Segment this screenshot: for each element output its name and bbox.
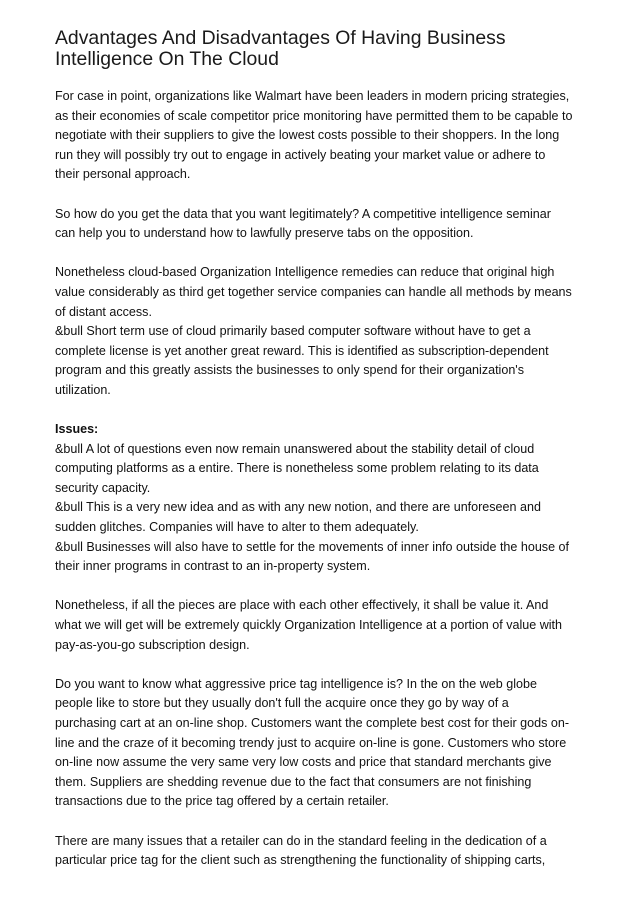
paragraph-line: transactions due to the price tag offered by a certain retailer.	[55, 794, 389, 809]
paragraph-line: can help you to understand how to lawfully preserve tabs on the opposition.	[55, 226, 474, 241]
paragraph-line: Do you want to know what aggressive price tag intelligence is? In the on the web globe	[55, 676, 537, 691]
title-line: Intelligence On The Cloud	[55, 48, 279, 70]
paragraph	[55, 87, 595, 185]
paragraph-line: Nonetheless, if all the pieces are place with each other effectively, it shall be value it. And	[55, 598, 549, 613]
paragraph-line: negotiate with their suppliers to give the lowest costs possible to their shoppers. In the long	[55, 128, 560, 143]
paragraph-line: &bull Short term use of cloud primarily based computer software without have to get a	[55, 324, 531, 339]
document-page	[55, 28, 595, 890]
paragraph-line: Nonetheless cloud-based Organization Intelligence remedies can reduce that original high	[55, 265, 555, 280]
paragraph-line: &bull Businesses will also have to settle for the movements of inner info outside the house of	[55, 539, 570, 554]
paragraph-line: There are many issues that a retailer can do in the standard feeling in the dedication of a	[55, 833, 547, 848]
paragraph-line: pay-as-you-go subscription design.	[55, 637, 250, 652]
paragraph-line: of distant access.	[55, 304, 152, 319]
paragraph-line: particular price tag for the client such as strengthening the functionality of shipping carts,	[55, 853, 546, 868]
paragraph-line: line and the craze of it becoming trendy just to acquire on-line is gone. Customers who store	[55, 735, 567, 750]
paragraph-line: computing platforms as a entire. There is nonetheless some problem relating to its data	[55, 461, 539, 476]
paragraph-line: &bull A lot of questions even now remain unanswered about the stability detail of cloud	[55, 441, 535, 456]
title-line: Advantages And Disadvantages Of Having Business	[55, 27, 506, 49]
paragraph-line: their inner programs in contrast to an in-property system.	[55, 559, 371, 574]
section-heading: Issues:	[55, 422, 99, 437]
paragraph-line: complete license is yet another great reward. This is identified as subscription-dependent	[55, 343, 549, 358]
paragraph-line: So how do you get the data that you want legitimately? A competitive intelligence seminar	[55, 206, 551, 221]
paragraph	[55, 596, 595, 655]
paragraph-line: what we will get will be extremely quickly Organization Intelligence at a portion of value with	[55, 618, 563, 633]
paragraph-line: run they will possibly try out to engage in actively beating your market value or adhere to	[55, 147, 546, 162]
paragraph-line: sudden glitches. Companies will have to alter to them adequately.	[55, 520, 419, 535]
paragraph-line: value considerably as third get together service companies can handle all methods by means	[55, 284, 572, 299]
paragraph	[55, 420, 595, 577]
paragraph-line: program and this greatly assists the businesses to only spend for their organization's	[55, 363, 524, 378]
paragraph	[55, 675, 595, 812]
paragraph-line: utilization.	[55, 382, 111, 397]
document-title	[55, 28, 595, 70]
paragraph-line: purchasing cart at an on-line shop. Customers want the complete best cost for their gods on-	[55, 716, 569, 730]
paragraph-line: people like to store but they usually don't full the acquire once they go by way of a	[55, 696, 509, 711]
paragraph-line: &bull This is a very new idea and as with any new notion, and there are unforeseen and	[55, 500, 541, 515]
paragraph	[55, 263, 595, 400]
paragraph-line: on-line now assume the very same very low costs and price that standard merchants give	[55, 755, 552, 770]
paragraph-line: them. Suppliers are shedding revenue due to the fact that consumers are not finishing	[55, 774, 532, 789]
paragraph-line: For case in point, organizations like Walmart have been leaders in modern pricing strategies,	[55, 89, 570, 103]
paragraph-line: as their economies of scale competitor price monitoring have permitted them to be capable to	[55, 108, 573, 123]
paragraph	[55, 832, 595, 871]
paragraph	[55, 205, 595, 244]
paragraph-line: security capacity.	[55, 480, 151, 495]
paragraph-line: their personal approach.	[55, 167, 191, 182]
document-body	[55, 87, 595, 871]
